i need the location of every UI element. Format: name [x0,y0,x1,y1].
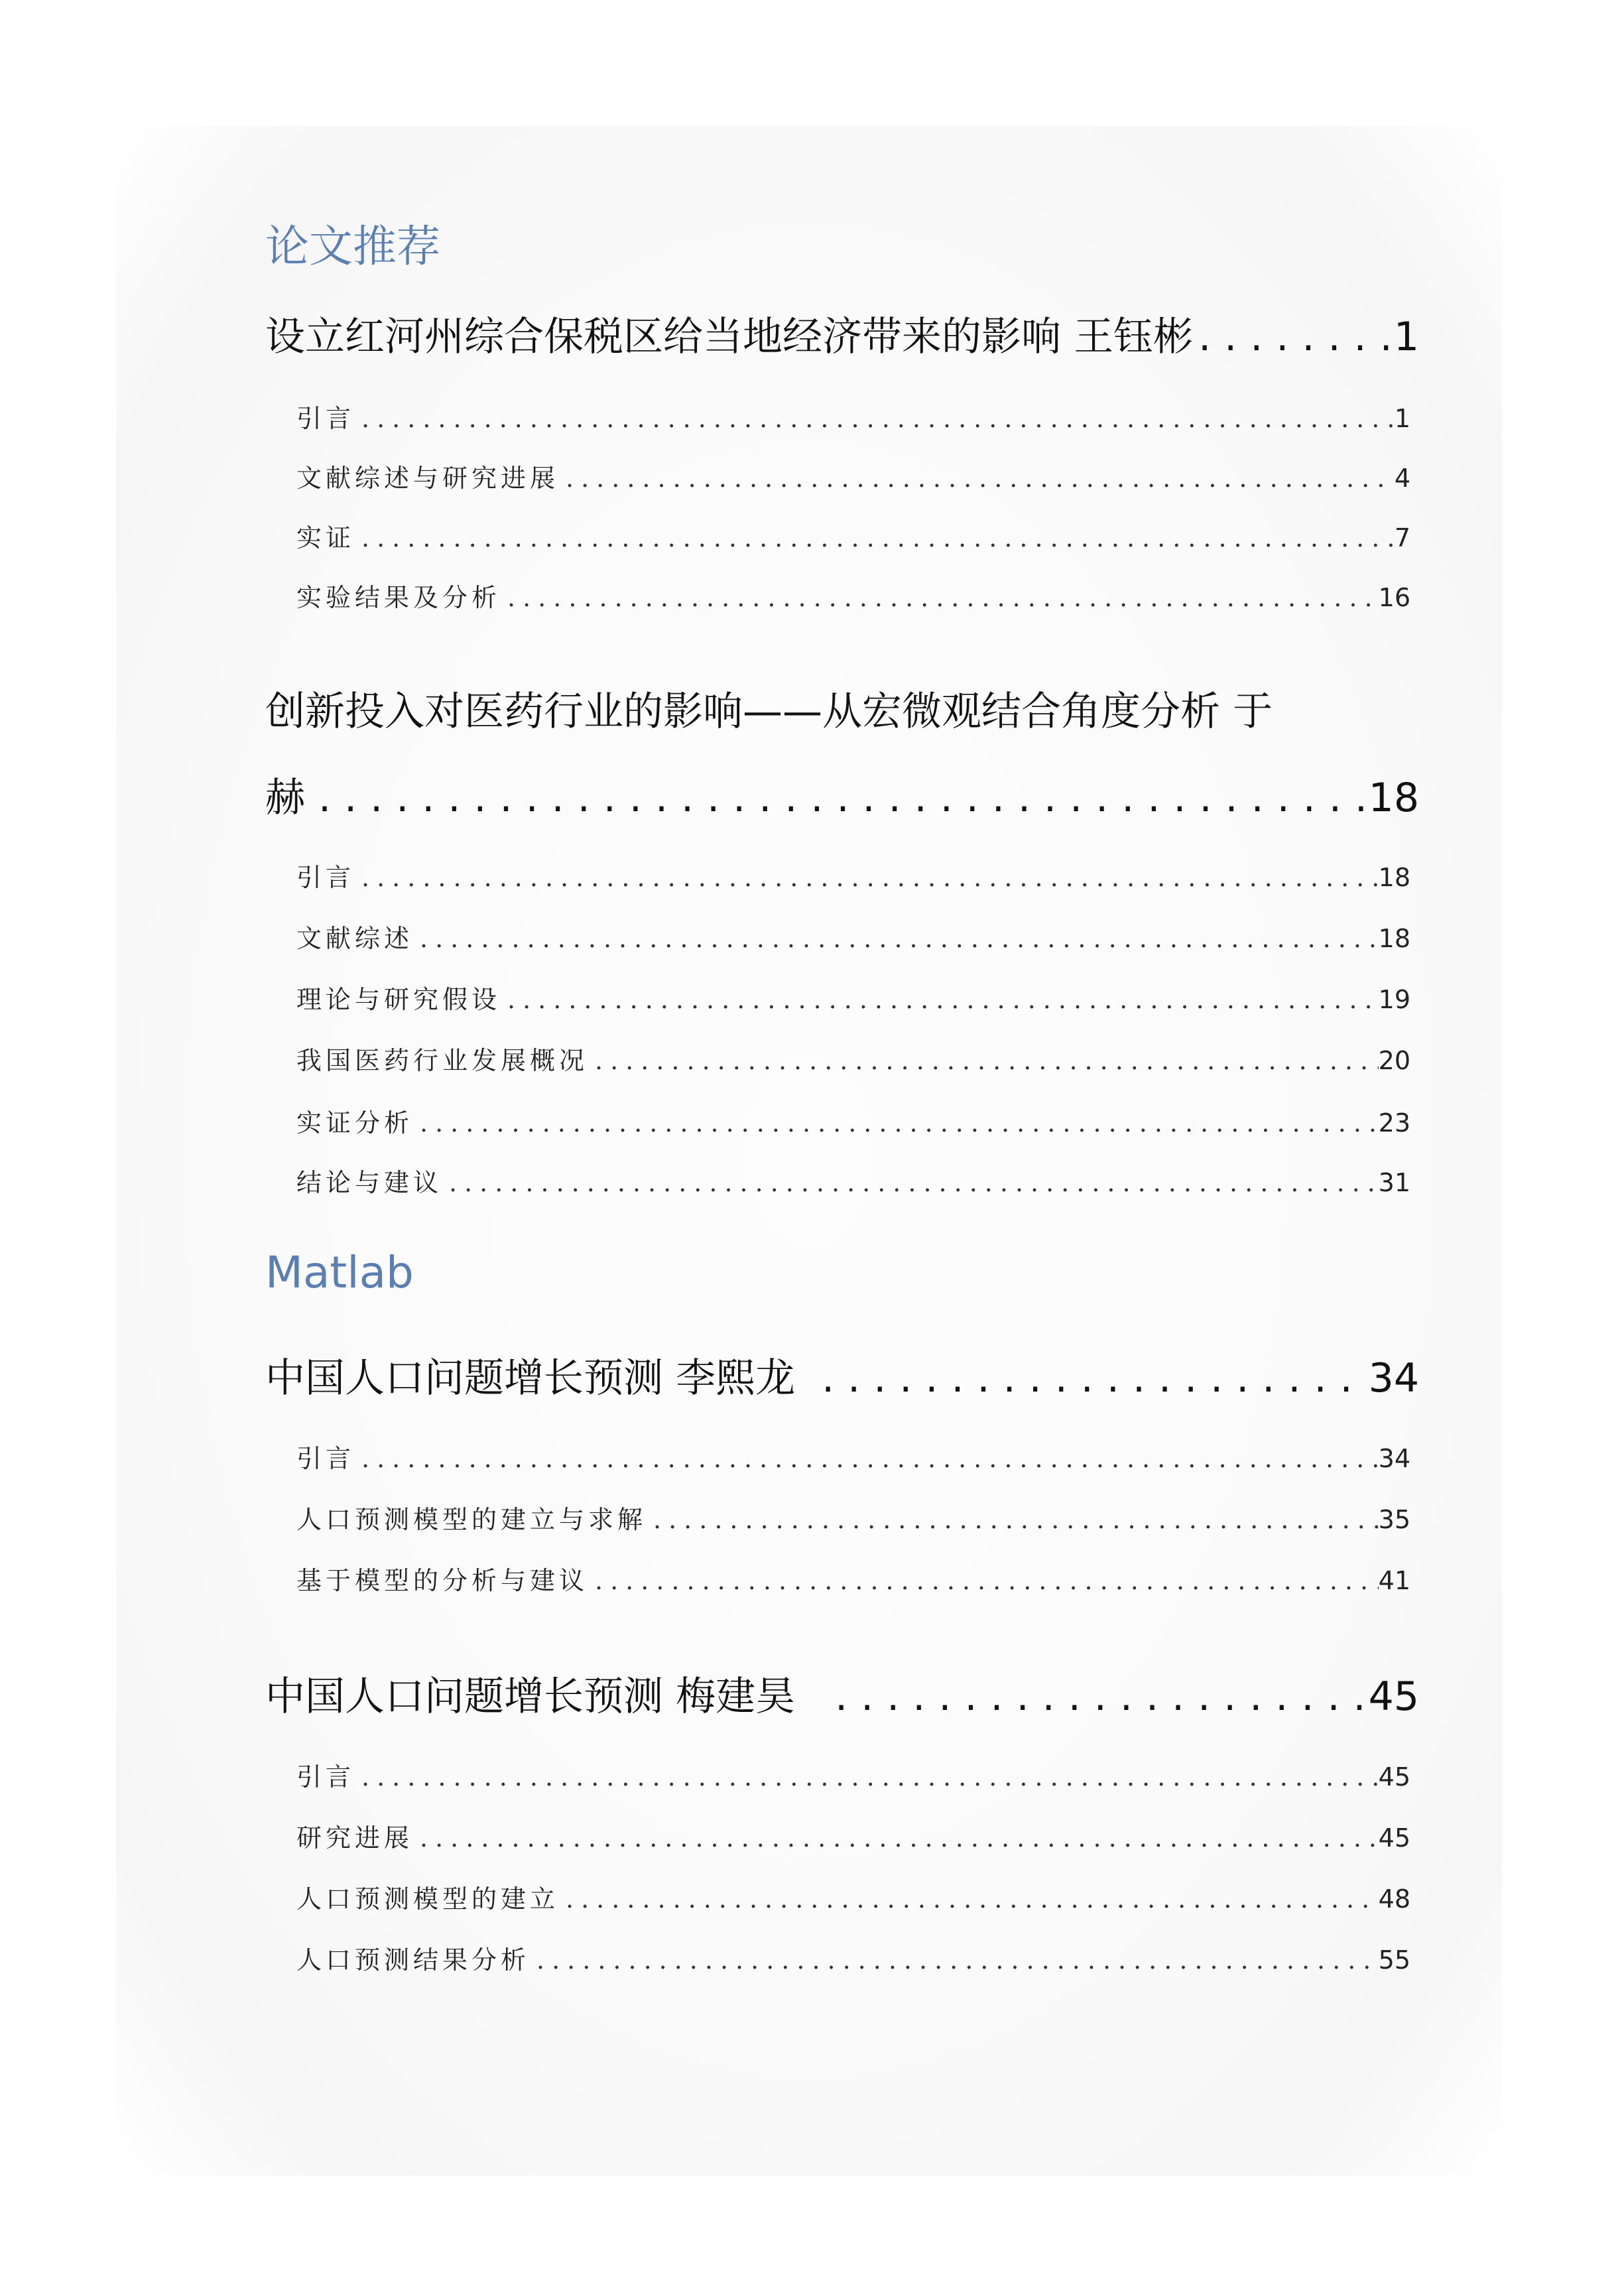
leader-dots [413,1108,1379,1138]
sub-entry-label: 实证分析 [296,1108,414,1138]
toc-sub-entry[interactable] [296,857,1410,893]
sub-entry-page: 34 [1378,1444,1410,1473]
toc-sub-entry[interactable] [296,1040,1410,1077]
sub-entry-page: 48 [1378,1884,1410,1914]
sub-entry-page: 1 [1394,404,1410,433]
entry-title-line2-row [265,766,1419,823]
sub-entry-label: 文献综述与研究进展 [296,464,560,493]
leader-dots [1193,314,1394,360]
toc-sub-entry[interactable] [296,1756,1410,1793]
toc-sub-entry[interactable] [296,1939,1410,1976]
toc-entry-title[interactable] [265,1665,1419,1722]
toc-entry-title[interactable] [265,680,1419,823]
sub-entry-page: 16 [1378,583,1410,612]
leader-dots [355,1444,1379,1473]
sub-entry-page: 18 [1378,924,1410,953]
sub-entry-label: 引言 [296,1444,355,1473]
toc-sub-entry[interactable] [296,1102,1410,1139]
leader-dots [559,1884,1379,1914]
sub-entry-page: 7 [1394,523,1410,553]
sub-entry-page: 4 [1394,464,1410,493]
toc-sub-entry[interactable] [296,918,1410,954]
sub-entry-label: 文献综述 [296,924,414,953]
sub-entry-label: 引言 [296,1762,355,1792]
toc-sub-entry[interactable] [296,458,1410,494]
sub-entry-label: 我国医药行业发展概况 [296,1046,589,1075]
sub-entry-page: 35 [1378,1505,1410,1534]
section-heading-matlab: Matlab [265,1247,414,1298]
leader-dots [442,1168,1379,1197]
toc-sub-entry[interactable] [296,398,1410,434]
sub-entry-label: 人口预测模型的建立 [296,1884,560,1914]
leader-dots [355,863,1379,892]
leader-dots [530,1945,1379,1975]
toc-sub-entry[interactable] [296,1560,1410,1597]
sub-entry-page: 19 [1378,985,1410,1014]
leader-dots [795,1355,1369,1402]
leader-dots [501,985,1379,1014]
toc-sub-entry[interactable] [296,979,1410,1015]
entry-page: 18 [1368,775,1419,821]
sub-entry-page: 41 [1378,1566,1410,1595]
leader-dots [647,1505,1379,1534]
sub-entry-label: 引言 [296,404,355,433]
sub-entry-label: 理论与研究假设 [296,985,501,1014]
section-heading-papers: 论文推荐 [265,221,440,272]
toc-sub-entry[interactable] [296,1162,1410,1199]
leader-dots [501,583,1379,612]
entry-page: 45 [1368,1673,1419,1720]
leader-dots [559,464,1395,493]
sub-entry-label: 实验结果及分析 [296,583,501,612]
leader-dots [355,404,1395,433]
leader-dots [588,1566,1379,1595]
leader-dots [355,1762,1379,1792]
leader-dots [355,523,1395,553]
leader-dots [588,1046,1379,1075]
entry-title: 设立红河州综合保税区给当地经济带来的影响 王钰彬 [265,314,1194,360]
entry-title: 中国人口问题增长预测 李熙龙 [265,1355,796,1402]
sub-entry-page: 23 [1378,1108,1410,1138]
sub-entry-page: 31 [1378,1168,1410,1197]
toc-sub-entry[interactable] [296,1817,1410,1854]
sub-entry-label: 研究进展 [296,1823,414,1853]
sub-entry-label: 人口预测模型的建立与求解 [296,1505,647,1534]
leader-dots [795,1673,1369,1720]
leader-dots [413,924,1379,953]
sub-entry-page: 45 [1378,1823,1410,1853]
entry-title-line1: 创新投入对医药行业的影响——从宏微观结合角度分析 于 [265,688,1273,735]
sub-entry-label: 实证 [296,523,355,553]
sub-entry-page: 45 [1378,1762,1410,1792]
entry-page: 1 [1393,314,1419,360]
toc-entry-title[interactable] [265,305,1419,362]
sub-entry-page: 20 [1378,1046,1410,1075]
entry-title: 中国人口问题增长预测 梅建昊 [265,1673,796,1720]
entry-page: 34 [1368,1355,1419,1402]
toc-entry-title[interactable] [265,1346,1419,1404]
sub-entry-label: 基于模型的分析与建议 [296,1566,589,1595]
toc-sub-entry[interactable] [296,577,1410,614]
sub-entry-label: 引言 [296,863,355,892]
toc-sub-entry[interactable] [296,1438,1410,1474]
entry-title-line2: 赫 [265,775,305,821]
toc-sub-entry[interactable] [296,517,1410,554]
toc-sub-entry[interactable] [296,1878,1410,1915]
leader-dots [305,775,1369,821]
sub-entry-label: 人口预测结果分析 [296,1945,531,1975]
sub-entry-label: 结论与建议 [296,1168,443,1197]
sub-entry-page: 55 [1378,1945,1410,1975]
sub-entry-page: 18 [1378,863,1410,892]
leader-dots [413,1823,1379,1853]
toc-sub-entry[interactable] [296,1499,1410,1536]
